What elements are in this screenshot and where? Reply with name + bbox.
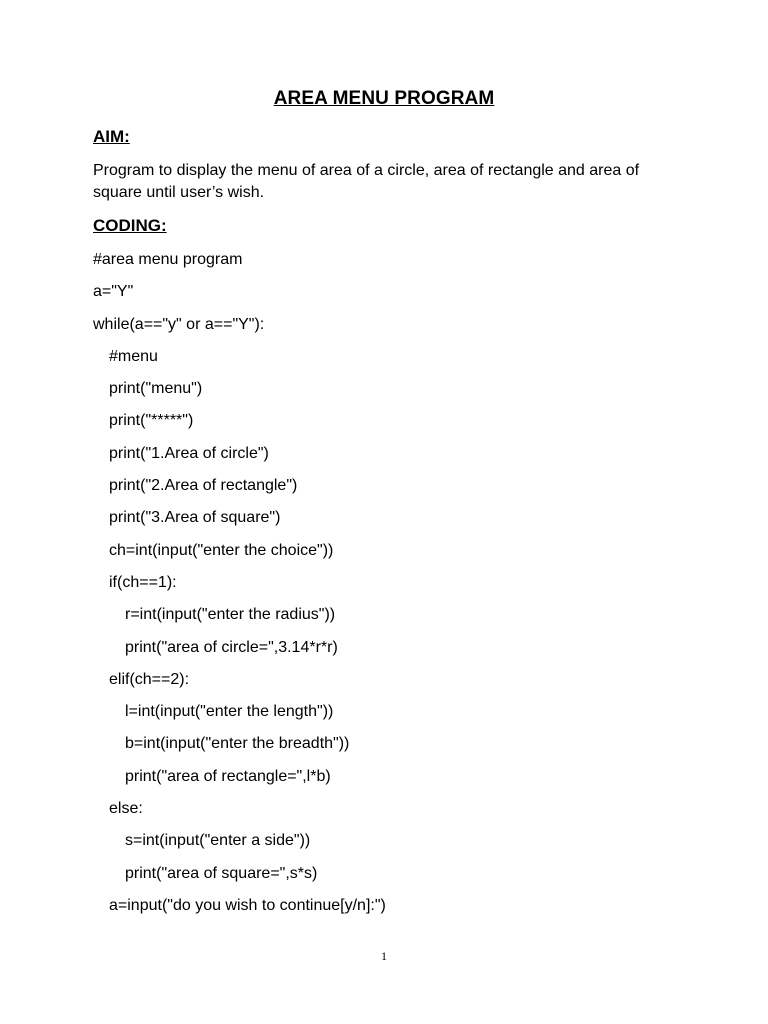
code-block bbox=[0, 250, 768, 928]
code-line: ch=int(input("enter the choice")) bbox=[109, 541, 334, 559]
code-line: l=int(input("enter the length")) bbox=[125, 703, 334, 721]
code-line: print("area of square=",s*s) bbox=[125, 864, 318, 882]
code-line: #area menu program bbox=[93, 251, 243, 268]
aim-paragraph: Program to display the menu of area of a circle, area of rectangle and area of square until user’s wish. bbox=[93, 162, 640, 201]
code-line: b=int(input("enter the breadth")) bbox=[125, 735, 350, 753]
code-line: print("3.Area of square") bbox=[109, 509, 281, 527]
aim-heading: AIM: bbox=[93, 127, 130, 146]
coding-heading: CODING: bbox=[93, 216, 167, 235]
code-line: elif(ch==2): bbox=[109, 670, 190, 688]
code-line: print("area of rectangle=",l*b) bbox=[125, 767, 331, 785]
code-line: print("2.Area of rectangle") bbox=[109, 477, 298, 495]
code-line: #menu bbox=[109, 347, 158, 365]
code-line: print("area of circle=",3.14*r*r) bbox=[125, 638, 338, 656]
code-line: s=int(input("enter a side")) bbox=[125, 832, 311, 850]
code-line: else: bbox=[109, 800, 143, 818]
code-line: print("*****") bbox=[109, 412, 194, 430]
page-title: AREA MENU PROGRAM bbox=[273, 88, 495, 109]
code-line: while(a=="y" or a=="Y"): bbox=[93, 315, 265, 333]
code-line: a=input("do you wish to continue[y/n]:") bbox=[109, 896, 386, 914]
code-line: if(ch==1): bbox=[109, 573, 177, 591]
code-line: print("menu") bbox=[109, 380, 203, 398]
code-line: a="Y" bbox=[93, 283, 134, 301]
code-line: r=int(input("enter the radius")) bbox=[125, 606, 336, 624]
page-number: 1 bbox=[381, 949, 387, 963]
code-line: print("1.Area of circle") bbox=[109, 444, 269, 462]
